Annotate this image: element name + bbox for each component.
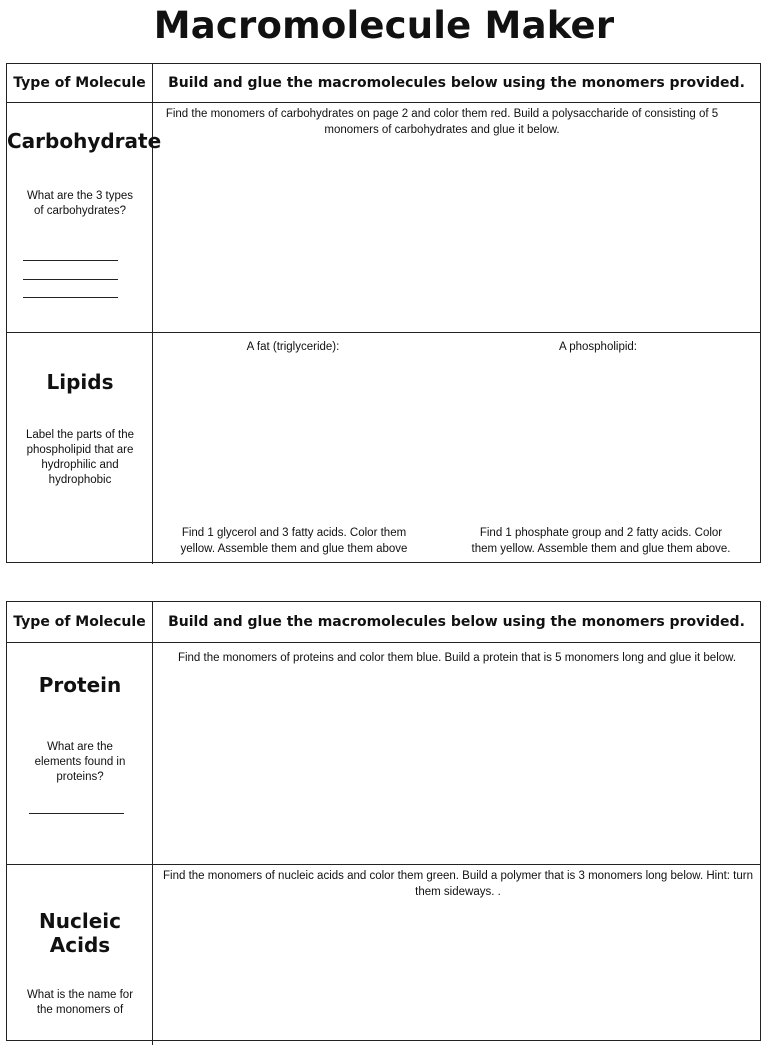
type-of-molecule-header-2: Type of Molecule bbox=[7, 602, 153, 642]
macromolecule-table-2 bbox=[6, 601, 761, 1041]
protein-cell bbox=[7, 643, 153, 864]
protein-question: What are the elements found in proteins? bbox=[34, 741, 126, 783]
answer-line-3[interactable] bbox=[23, 297, 118, 298]
phospholipid-label: A phospholipid: bbox=[558, 341, 637, 353]
protein-build-area bbox=[153, 643, 760, 864]
fat-instruction: Find 1 glycerol and 3 fatty acids. Color them yellow. Assemble them and glue them above bbox=[180, 527, 408, 555]
page-title: Macromolecule Maker bbox=[153, 4, 615, 47]
answer-line-2[interactable] bbox=[23, 279, 118, 280]
protein-instruction: Find the monomers of proteins and color them blue. Build a protein that is 5 monomers long and glue it below. bbox=[177, 652, 737, 664]
nucleic-acids-cell bbox=[7, 865, 153, 1045]
table-header-row bbox=[7, 64, 760, 103]
nucleic-acids-build-area bbox=[153, 865, 760, 1045]
carbohydrate-instruction: Find the monomers of carbohydrates on page 2 and color them red. Build a polysaccharide of consisting of 5 monomers of carbohydrates and glue it below. bbox=[165, 108, 719, 136]
carbohydrate-cell bbox=[7, 103, 162, 332]
nucleic-acids-row bbox=[7, 865, 760, 1045]
carbohydrate-build-area bbox=[153, 103, 760, 332]
fat-label: A fat (triglyceride): bbox=[246, 341, 340, 353]
carbohydrate-name: Carbohydrate bbox=[7, 129, 162, 153]
carbohydrate-question: What are the 3 types of carbohydrates? bbox=[26, 190, 134, 217]
nucleic-acids-instruction: Find the monomers of nucleic acids and color them green. Build a polymer that is 3 monomers long below. Hint: turn them sideways. . bbox=[163, 870, 753, 898]
nucleic-acids-question: What is the name for the monomers of bbox=[26, 989, 134, 1016]
protein-row bbox=[7, 643, 760, 865]
answer-line-1[interactable] bbox=[23, 260, 118, 261]
lipids-question: Label the parts of the phospholipid that are hydrophilic and hydrophobic bbox=[25, 429, 135, 486]
instruction-header: Build and glue the macromolecules below using the monomers provided. bbox=[168, 75, 745, 91]
answer-line-protein[interactable] bbox=[29, 813, 124, 814]
lipids-build-area bbox=[153, 333, 760, 564]
instruction-header-2: Build and glue the macromolecules below using the monomers provided. bbox=[168, 614, 745, 630]
type-of-molecule-header: Type of Molecule bbox=[7, 64, 153, 102]
lipids-name: Lipids bbox=[46, 370, 114, 394]
lipids-cell bbox=[7, 333, 153, 564]
macromolecule-table-1 bbox=[6, 63, 761, 563]
table-header-row-2 bbox=[7, 602, 760, 643]
lipids-row bbox=[7, 333, 760, 564]
phospholipid-instruction: Find 1 phosphate group and 2 fatty acids. Color them yellow. Assemble them and glue them above. bbox=[471, 527, 731, 555]
carbohydrate-row bbox=[7, 103, 760, 333]
nucleic-acids-name: Nucleic Acids bbox=[39, 909, 121, 957]
protein-name: Protein bbox=[38, 673, 122, 697]
